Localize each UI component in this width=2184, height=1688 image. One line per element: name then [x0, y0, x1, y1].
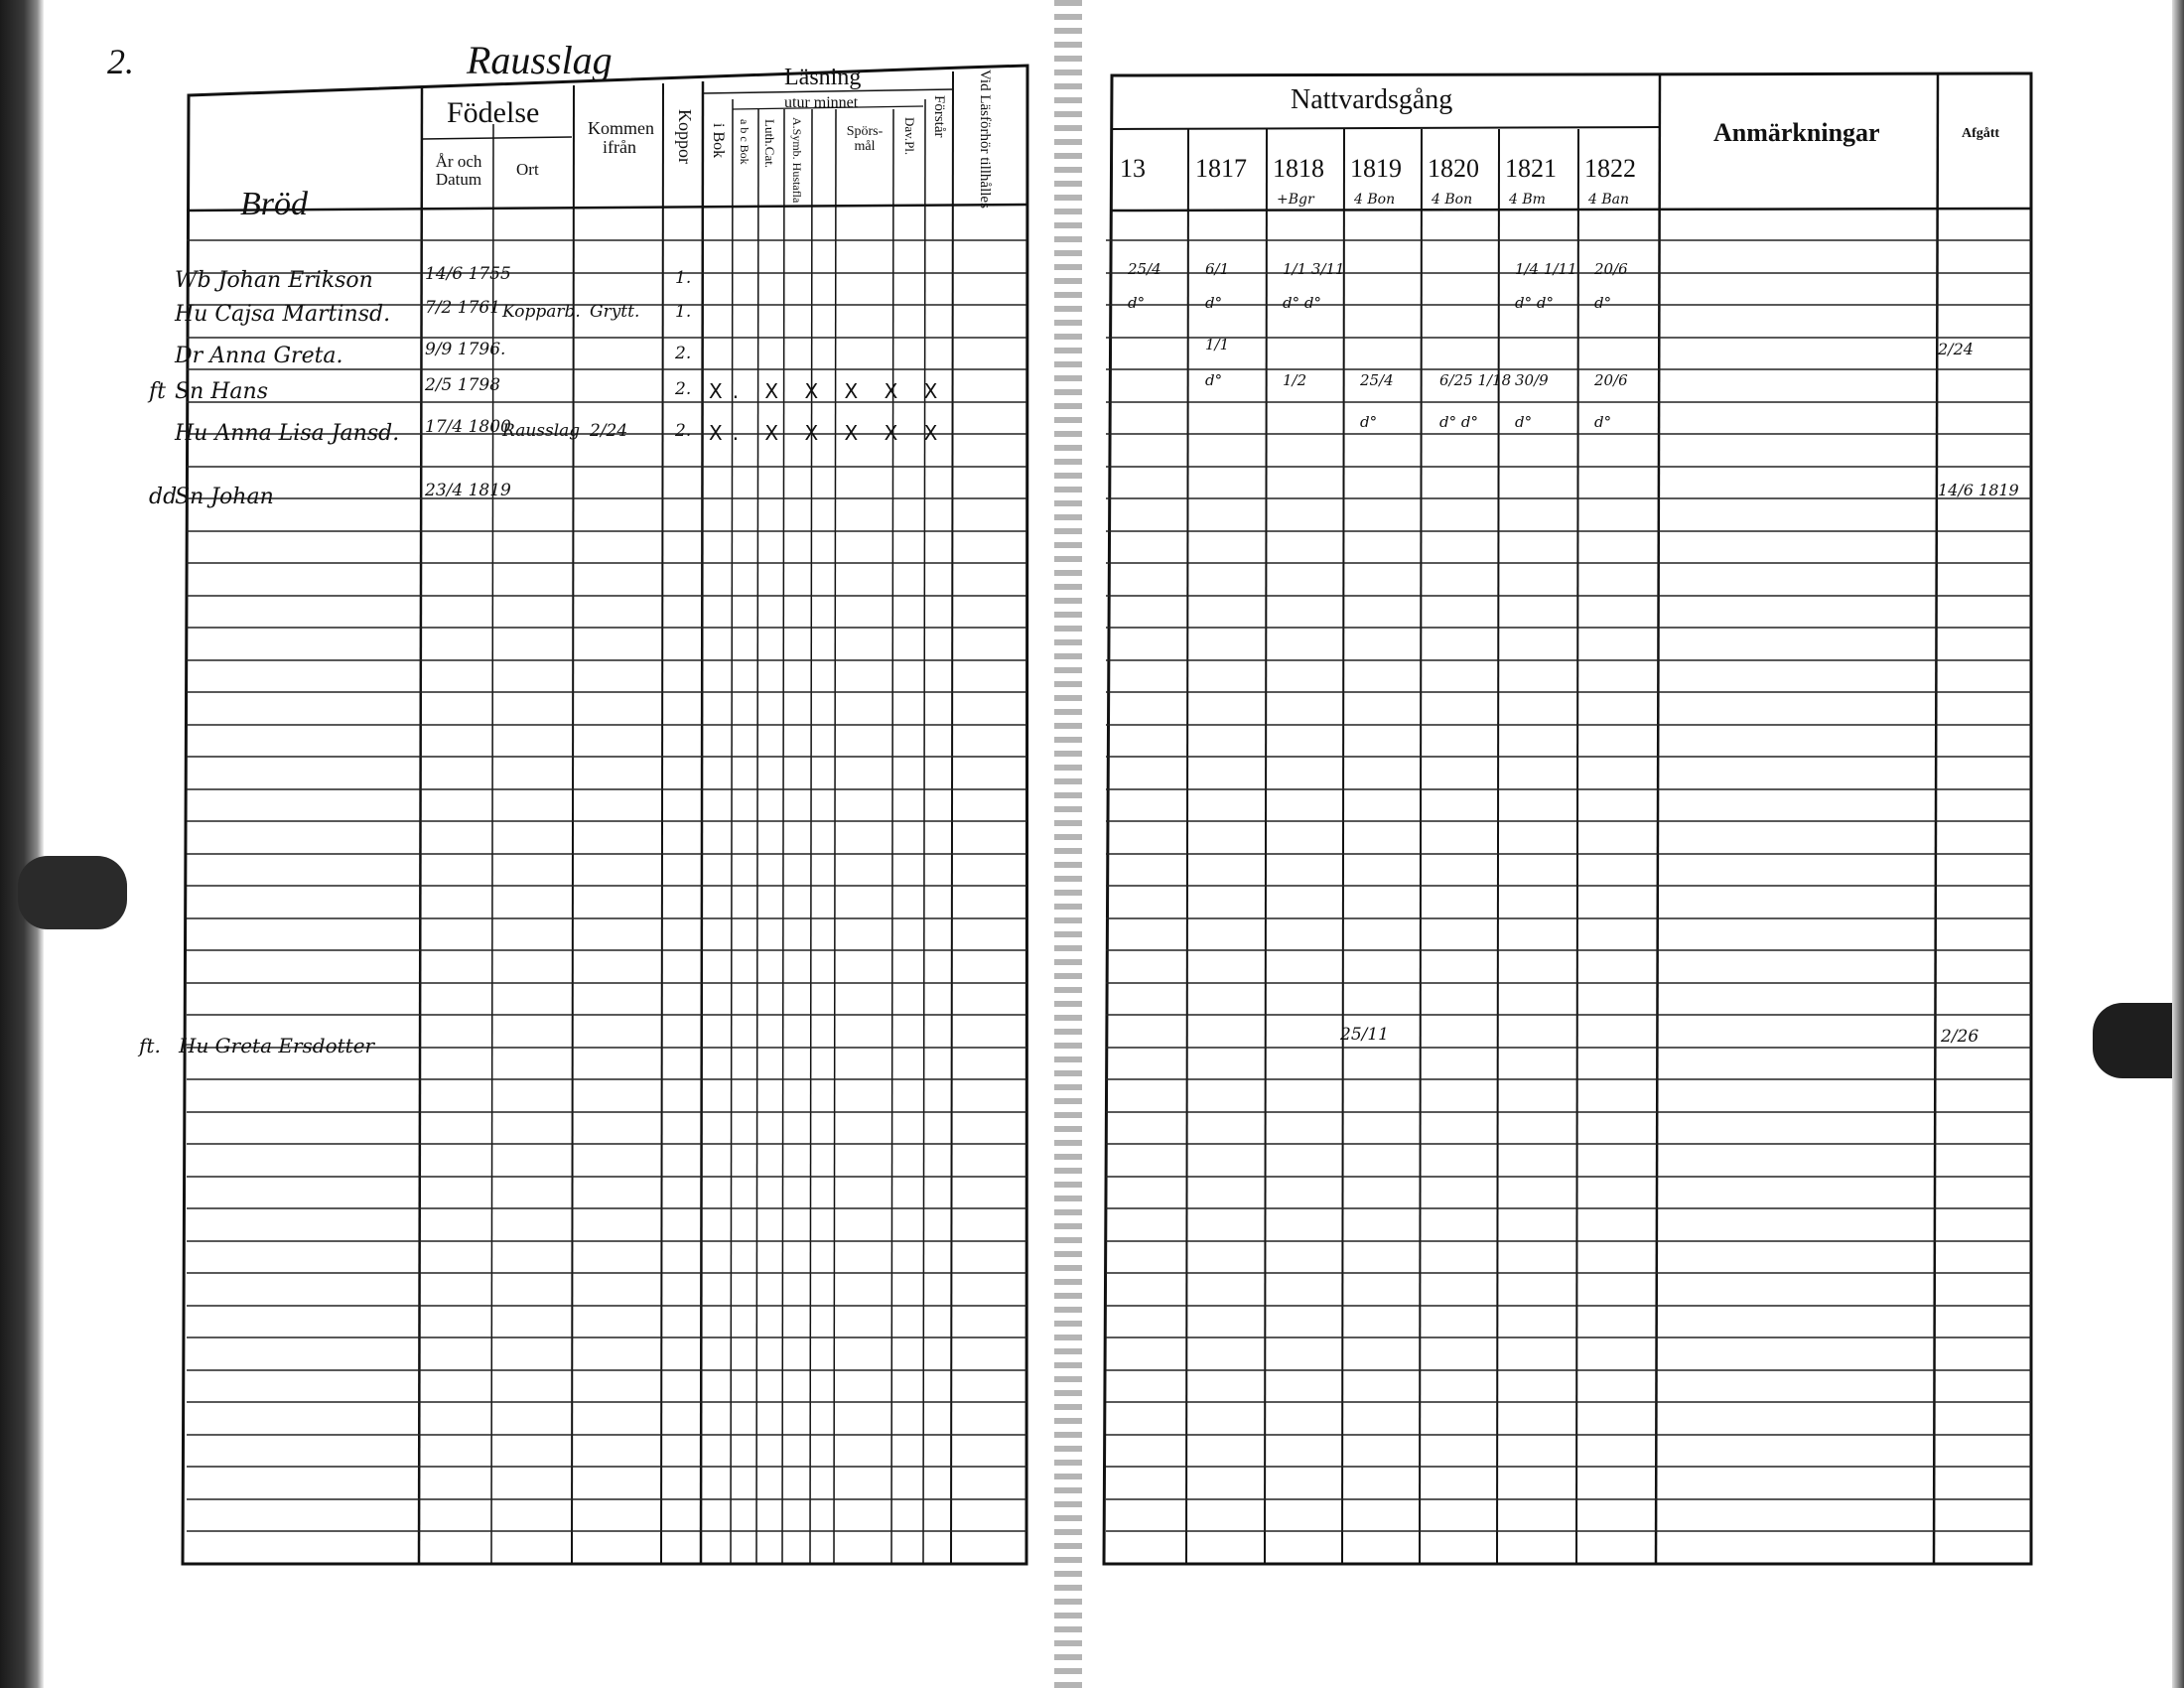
row-koppor: 2. [675, 344, 692, 363]
col-header-fodelse: Födelse [447, 96, 540, 129]
row-reading-marks: X. X X X X X [709, 421, 948, 445]
col-header-afgatt: Afgått [1962, 126, 2000, 141]
row-afgatt: 2/24 [1938, 340, 1974, 358]
row-born: 17/4 1800 [425, 417, 511, 437]
year-header: 13 [1120, 154, 1146, 183]
row-nattvard-cell: 30/9 [1515, 371, 1549, 389]
place-heading: Rausslag [467, 38, 613, 82]
row-prefix: ft [149, 379, 166, 404]
row-born: 2/5 1798 [425, 375, 501, 395]
page-number: 2. [107, 42, 134, 81]
col-header-name: Bröd [240, 186, 308, 222]
year-header: 1819 [1350, 154, 1402, 183]
lower-entry-prefix: ft. [139, 1034, 161, 1057]
col-header-forstar: Förstår [931, 95, 947, 138]
row-nattvard-cell: 1/1 3/11 [1283, 260, 1345, 278]
year-subnote: 4 Ban [1588, 192, 1630, 208]
row-name: Wb Johan Erikson [175, 268, 373, 293]
row-nattvard-cell: d° [1205, 371, 1223, 389]
row-nattvard-cell: 20/6 [1594, 260, 1628, 278]
row-nattvard-cell: d° d° [1515, 294, 1554, 312]
row-nattvard-cell: 1/1 [1205, 336, 1230, 353]
row-koppor: 2. [675, 421, 692, 441]
row-reading-marks: X. X X X X X [709, 379, 948, 403]
col-header-lasning: Läsning [784, 65, 862, 90]
lower-entry-name: Hu Greta Ersdotter [179, 1034, 375, 1057]
row-kommen: Grytt. [590, 302, 640, 322]
col-header-asymb: A.Symb. Hustafla [790, 117, 804, 204]
row-name: Sn Johan [175, 485, 274, 509]
row-koppor: 1. [675, 268, 692, 288]
col-header-ort: Ort [516, 160, 539, 179]
lower-entry-nattvard: 25/11 [1340, 1025, 1389, 1045]
row-prefix: dd [149, 485, 178, 509]
col-header-abc-bok: a b c Bok [738, 119, 751, 165]
year-subnote: 4 Bm [1509, 192, 1546, 208]
row-ort: Rausslag [502, 421, 581, 441]
row-koppor: 1. [675, 302, 692, 322]
row-nattvard-cell: d° [1128, 294, 1146, 312]
row-nattvard-cell: 25/4 [1360, 371, 1394, 389]
col-header-luth-cat: Luth.Cat. [762, 119, 777, 169]
row-nattvard-cell: 6/1 [1205, 260, 1230, 278]
col-header-kommen: Kommen ifrån [588, 118, 654, 157]
year-header: 1822 [1584, 154, 1636, 183]
row-name: Hu Cajsa Martinsd. [175, 302, 391, 327]
col-header-vid-lasforhor: Vid Läsförhör tillhålles [977, 70, 993, 209]
row-name: Sn Hans [175, 379, 268, 404]
row-nattvard-cell: 20/6 [1594, 371, 1628, 389]
col-header-dav: Dav.Pl. [902, 117, 917, 156]
row-afgatt: 14/6 1819 [1938, 481, 2019, 499]
row-name: Hu Anna Lisa Jansd. [175, 421, 400, 446]
year-subnote: 4 Bon [1354, 192, 1396, 208]
col-header-sporsmal: Spörs-mål [846, 124, 884, 154]
row-nattvard-cell: 1/4 1/11 [1515, 260, 1577, 278]
row-koppor: 2. [675, 379, 692, 399]
row-nattvard-cell: d° [1594, 413, 1612, 431]
row-nattvard-cell: 6/25 1/18 [1439, 371, 1512, 389]
year-subnote: +Bgr [1277, 192, 1314, 208]
year-header: 1818 [1273, 154, 1324, 183]
row-born: 14/6 1755 [425, 264, 511, 284]
row-nattvard-cell: d° [1205, 294, 1223, 312]
row-nattvard-cell: d° d° [1439, 413, 1478, 431]
year-subnote: 4 Bon [1432, 192, 1473, 208]
row-born: 7/2 1761 [425, 298, 501, 318]
row-nattvard-cell: d° [1360, 413, 1378, 431]
row-ort: Kopparb. [502, 302, 581, 322]
col-header-koppor: Koppor [675, 109, 695, 164]
row-nattvard-cell: d° d° [1283, 294, 1321, 312]
row-nattvard-cell: 25/4 [1128, 260, 1161, 278]
col-header-nattvardsgang: Nattvardsgång [1291, 84, 1453, 115]
col-header-anmarkningar: Anmärkningar [1713, 118, 1880, 147]
col-header-i-bok: i Bok [710, 123, 727, 159]
row-name: Dr Anna Greta. [175, 344, 343, 368]
col-header-ar-datum: År och Datum [435, 152, 482, 189]
year-header: 1820 [1428, 154, 1479, 183]
row-nattvard-cell: d° [1594, 294, 1612, 312]
col-header-utur-minnet: utur minnet [784, 94, 859, 111]
row-born: 9/9 1796. [425, 340, 506, 359]
year-header: 1821 [1505, 154, 1557, 183]
row-nattvard-cell: 1/2 [1283, 371, 1307, 389]
year-header: 1817 [1195, 154, 1247, 183]
row-born: 23/4 1819 [425, 481, 511, 500]
row-kommen: 2/24 [590, 421, 628, 441]
row-nattvard-cell: d° [1515, 413, 1533, 431]
lower-entry-afgatt: 2/26 [1941, 1027, 1979, 1047]
